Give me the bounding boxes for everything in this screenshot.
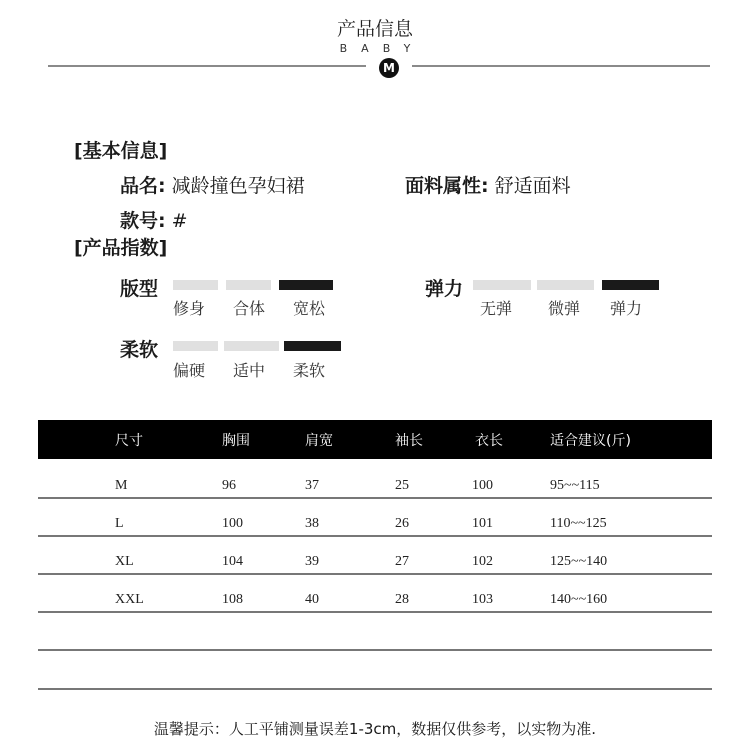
fit-option: 宽松	[293, 299, 326, 318]
table-cell: 28	[395, 592, 409, 607]
table-cell: 95~~115	[550, 478, 600, 493]
page-subtitle: BABY	[339, 42, 425, 55]
product-index-heading: [产品指数]	[74, 237, 168, 259]
fit-label: 版型	[120, 278, 159, 300]
soft-bar-1	[173, 341, 218, 351]
table-cell: M	[115, 478, 128, 493]
elastic-bar-1	[473, 280, 531, 290]
table-cell: 103	[472, 592, 493, 607]
elastic-option: 弹力	[610, 299, 643, 318]
col-sleeve: 袖长	[395, 433, 423, 449]
fit-bar-2	[226, 280, 271, 290]
table-cell: 100	[472, 478, 493, 493]
table-row-divider	[38, 535, 712, 537]
table-cell: 125~~140	[550, 554, 608, 569]
table-cell: 38	[305, 516, 319, 531]
page-title: 产品信息	[336, 18, 413, 40]
table-cell: 104	[222, 554, 243, 569]
fit-bar-3	[279, 280, 333, 290]
elastic-option: 无弹	[480, 299, 513, 318]
divider-left	[48, 65, 366, 67]
m-logo-icon: M	[379, 58, 399, 78]
col-shoulder: 肩宽	[305, 433, 333, 449]
table-cell: 96	[222, 478, 236, 493]
size-table-header	[38, 420, 712, 459]
table-cell: XL	[115, 554, 134, 569]
col-chest: 胸围	[222, 433, 250, 449]
col-weight: 适合建议(斤)	[550, 433, 631, 449]
fit-option: 修身	[173, 299, 206, 318]
elastic-bar-2	[537, 280, 594, 290]
elastic-option: 微弹	[548, 299, 581, 318]
table-cell: 100	[222, 516, 243, 531]
elastic-label: 弹力	[425, 278, 464, 300]
soft-label: 柔软	[120, 339, 159, 361]
fabric-value: 舒适面料	[494, 175, 571, 197]
table-cell: 39	[305, 554, 319, 569]
table-cell: 26	[395, 516, 409, 531]
col-length: 衣长	[475, 433, 503, 449]
table-cell: 40	[305, 592, 319, 607]
table-row-divider	[38, 573, 712, 575]
product-name-value: 减龄撞色孕妇裙	[171, 175, 305, 197]
table-row-divider	[38, 497, 712, 499]
soft-option: 适中	[233, 361, 266, 380]
table-cell: 140~~160	[550, 592, 608, 607]
table-cell: L	[115, 516, 124, 531]
table-row-divider	[38, 649, 712, 651]
table-cell: 102	[472, 554, 493, 569]
sku-label: 款号:	[120, 210, 166, 232]
sku	[120, 206, 188, 233]
fit-bar-1	[173, 280, 218, 290]
table-cell: 110~~125	[550, 516, 607, 531]
soft-option: 偏硬	[173, 361, 206, 380]
col-size: 尺寸	[115, 433, 143, 449]
table-cell: 37	[305, 478, 319, 493]
table-cell: 108	[222, 592, 243, 607]
table-cell: 25	[395, 478, 409, 493]
basic-info-heading: [基本信息]	[74, 140, 168, 162]
sku-value: #	[171, 210, 188, 232]
table-row-divider	[38, 688, 712, 690]
table-cell: XXL	[115, 592, 144, 607]
elastic-bar-3	[602, 280, 659, 290]
fit-option: 合体	[233, 299, 266, 318]
table-cell: 27	[395, 554, 409, 569]
soft-bar-2	[224, 341, 279, 351]
soft-option: 柔软	[293, 361, 326, 380]
table-row-divider	[38, 611, 712, 613]
soft-bar-3	[284, 341, 341, 351]
footer-note: 温馨提示：人工平铺测量误差1-3cm，数据仅供参考，以实物为准.	[153, 720, 597, 738]
fabric-attr	[405, 171, 571, 198]
table-cell: 101	[472, 516, 493, 531]
fabric-label: 面料属性:	[405, 175, 489, 197]
product-name	[120, 171, 305, 198]
divider-right	[412, 65, 710, 67]
product-name-label: 品名:	[120, 175, 166, 197]
